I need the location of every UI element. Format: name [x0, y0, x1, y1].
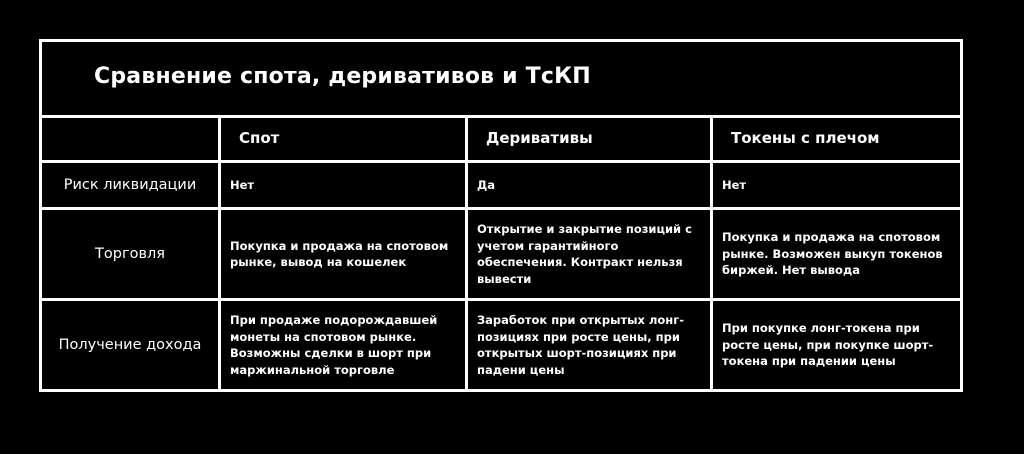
row-label-income: Получение дохода [58, 337, 202, 353]
row-label-trading: Торговля [95, 246, 165, 262]
table-cell: Открытие и закрытие позиций с учетом гарантийного обеспечения. Контракт нельзя вывести [477, 222, 692, 286]
table-grid [42, 115, 960, 389]
column-header-derivatives: Деривативы [486, 128, 593, 147]
row-label-liquidation-risk: Риск ликвидации [63, 177, 197, 193]
table-cell: Нет [230, 177, 255, 192]
comparison-table [39, 39, 963, 392]
table-cell: При продаже подорождавшей монеты на спотовом рынке. Возможны сделки в шорт при маржинальной торговле [230, 313, 438, 377]
table-title-row [42, 42, 960, 118]
table-cell: Да [477, 177, 496, 192]
table-cell: Покупка и продажа на спотовом рынке. Возможен выкуп токенов биржей. Нет вывода [722, 230, 943, 278]
table-title: Сравнение спота, деривативов и ТсКП [94, 64, 591, 89]
table-cell: Заработок при открытых лонг-позициях при росте цены, при открытых шорт-позициях при падени цены [477, 313, 685, 377]
column-header-leveraged-tokens: Токены с плечом [731, 128, 880, 147]
column-header-spot: Спот [239, 128, 280, 147]
table-cell: Покупка и продажа на спотовом рынке, вывод на кошелек [230, 238, 449, 269]
table-cell: Нет [722, 177, 747, 192]
table-cell: При покупке лонг-токена при росте цены, при покупке шорт-токена при падении цены [722, 321, 934, 369]
